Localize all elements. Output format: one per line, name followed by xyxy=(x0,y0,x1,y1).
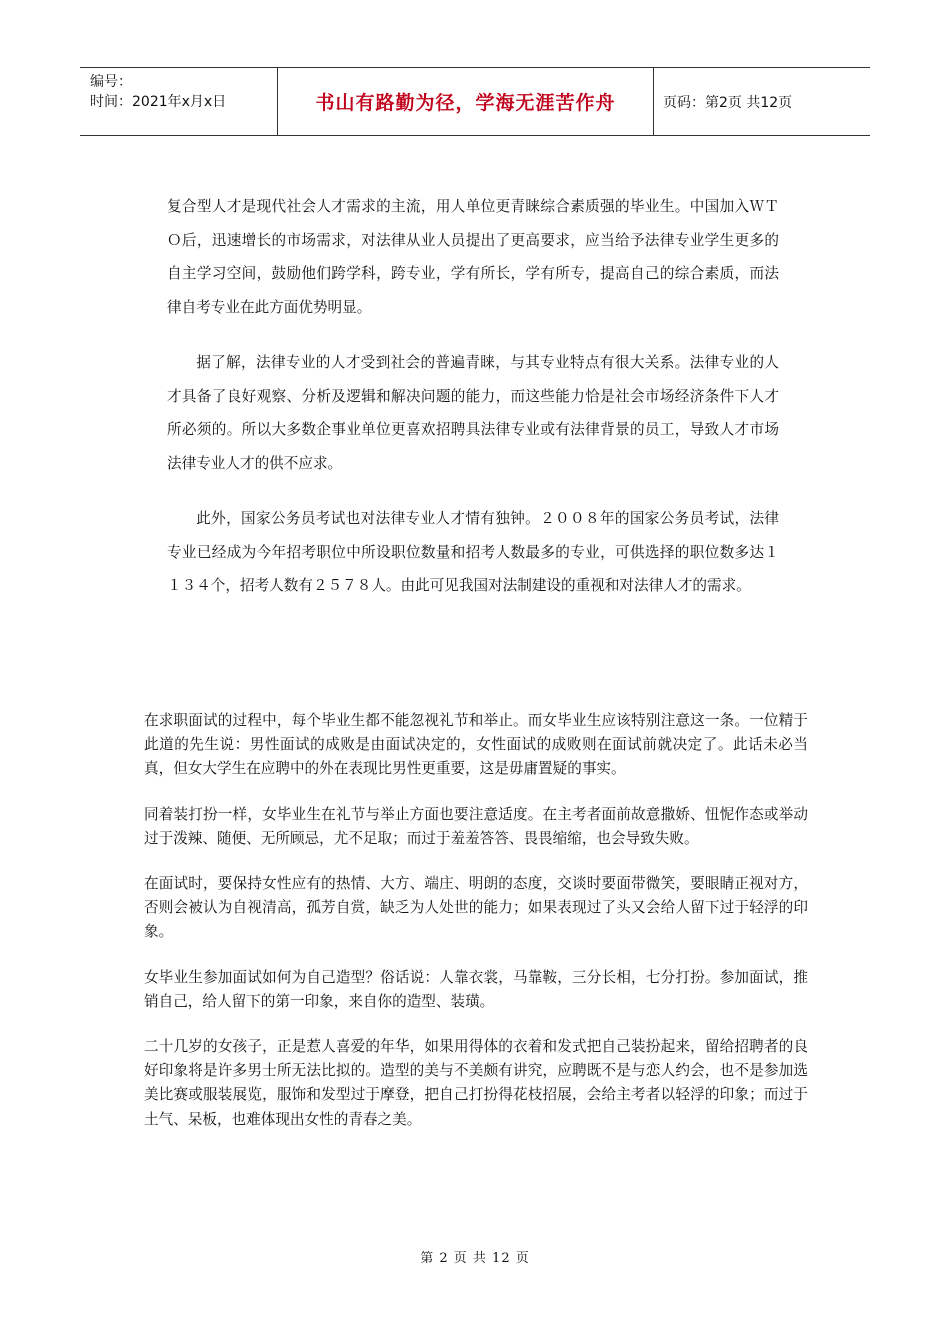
document-time-label: 时间：2021年x月x日 xyxy=(90,94,227,110)
page-footer: 第 2 页 共 12 页 xyxy=(420,1251,530,1266)
header-meta xyxy=(80,68,278,135)
interview-etiquette-section xyxy=(144,709,808,1153)
paragraph: 在求职面试的过程中，每个毕业生都不能忽视礼节和举止。而女毕业生应该特别注意这一条。一位精于此道的先生说：男性面试的成败是由面试决定的，女性面试的成败则在面试前就决定了。此话未必当真，但女大学生在应聘中的外在表现比男性更重要，这是毋庸置疑的事实。 xyxy=(144,712,808,778)
paragraph: 二十几岁的女孩子，正是惹人喜爱的年华，如果用得体的衣着和发式把自己装扮起来，留给招聘者的良好印象将是许多男士所无法比拟的。造型的美与不美颇有讲究，应聘既不是与恋人约会，也不是参加选美比赛或服装展览，服饰和发型过于摩登，把自己打扮得花枝招展，会给主考者以轻浮的印象；而过于土气、呆板，也难体现出女性的青春之美。 xyxy=(144,1038,808,1128)
indented-section xyxy=(167,190,779,625)
paragraph: 同着装打扮一样，女毕业生在礼节与举止方面也要注意适度。在主考者面前故意撒娇、忸怩作态或举动过于泼辣、随便、无所顾忌，尤不足取；而过于羞羞答答、畏畏缩缩，也会导致失败。 xyxy=(144,805,808,847)
paragraph: 此外，国家公务员考试也对法律专业人才情有独钟。２００８年的国家公务员考试，法律专业已经成为今年招考职位中所设职位数量和招考人数最多的专业，可供选择的职位数多达１１３４个，招考人数有２５７８人。由此可见我国对法制建设的重视和对法律人才的需求。 xyxy=(167,510,779,594)
page-header xyxy=(80,67,870,136)
paragraph: 在面试时，要保持女性应有的热情、大方、端庄、明朗的态度，交谈时要面带微笑，要眼睛正视对方，否则会被认为自视清高，孤芳自赏，缺乏为人处世的能力；如果表现过了头又会给人留下过于轻浮的印象。 xyxy=(144,875,808,941)
header-motto: 书山有路勤为径，学海无涯苦作舟 xyxy=(278,68,654,135)
document-number-label: 编号： xyxy=(90,74,132,90)
header-page-info: 页码：第2页 共12页 xyxy=(663,94,793,111)
paragraph: 据了解，法律专业的人才受到社会的普遍青睐，与其专业特点有很大关系。法律专业的人才具备了良好观察、分析及逻辑和解决问题的能力，而这些能力恰是社会市场经济条件下人才所必须的。所以大多数企事业单位更喜欢招聘具法律专业或有法律背景的员工，导致人才市场法律专业人才的供不应求。 xyxy=(167,354,779,472)
paragraph: 复合型人才是现代社会人才需求的主流，用人单位更青睐综合素质强的毕业生。中国加入ＷＴＯ后，迅速增长的市场需求，对法律从业人员提出了更高要求，应当给予法律专业学生更多的自主学习空间，鼓励他们跨学科，跨专业，学有所长，学有所专，提高自己的综合素质，而法律自考专业在此方面优势明显。 xyxy=(167,198,779,316)
paragraph: 女毕业生参加面试如何为自己造型？俗话说：人靠衣裳，马靠鞍，三分长相，七分打扮。参加面试，推销自己，给人留下的第一印象，来自你的造型、装璜。 xyxy=(144,968,808,1010)
